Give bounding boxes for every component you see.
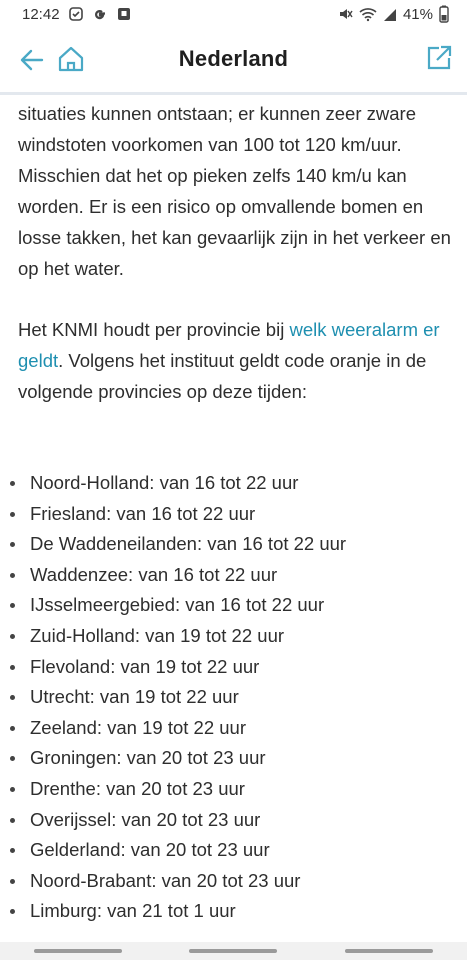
list-item	[30, 713, 346, 744]
bullet-icon	[10, 726, 15, 731]
bullet-icon	[10, 879, 15, 884]
paragraph-text: Het KNMI houdt per provincie bij	[18, 319, 290, 340]
article-paragraph	[18, 314, 458, 407]
list-item	[30, 743, 346, 774]
bullet-icon	[10, 634, 15, 639]
list-item	[30, 590, 346, 621]
list-item	[30, 560, 346, 591]
weeralarm-link[interactable]: welk weeralarm er geldt	[18, 319, 440, 371]
list-item-text: Noord-Brabant: van 20 tot 23 uur	[30, 869, 301, 891]
battery-percent: 41%	[402, 5, 433, 23]
bullet-icon	[10, 695, 15, 700]
app-bar-divider	[0, 92, 467, 95]
nav-home[interactable]	[189, 949, 277, 953]
list-item-text: Flevoland: van 19 tot 22 uur	[30, 655, 260, 677]
province-list	[30, 468, 346, 927]
list-item	[30, 835, 346, 866]
status-left	[22, 6, 132, 23]
list-item-text: IJsselmeergebied: van 16 tot 22 uur	[30, 594, 325, 616]
list-item	[30, 621, 346, 652]
list-item-text: Gelderland: van 20 tot 23 uur	[30, 839, 270, 861]
list-item-text: Friesland: van 16 tot 22 uur	[30, 502, 256, 524]
camera-icon	[116, 6, 132, 22]
battery-icon	[439, 5, 449, 23]
status-right	[337, 5, 449, 23]
app-bar	[0, 28, 467, 92]
list-item-text: Drenthe: van 20 tot 23 uur	[30, 777, 245, 799]
list-item	[30, 805, 346, 836]
list-item-text: Limburg: van 21 tot 1 uur	[30, 900, 236, 922]
article-body	[18, 98, 458, 407]
bullet-icon	[10, 909, 15, 914]
list-item-text: Groningen: van 20 tot 23 uur	[30, 747, 266, 769]
bullet-icon	[10, 787, 15, 792]
list-item	[30, 866, 346, 897]
bullet-icon	[10, 818, 15, 823]
list-item-text: Utrecht: van 19 tot 22 uur	[30, 686, 239, 708]
list-item	[30, 499, 346, 530]
wifi-icon	[359, 6, 377, 22]
bullet-icon	[10, 542, 15, 547]
list-item	[30, 682, 346, 713]
clock: 12:42	[22, 5, 60, 23]
bullet-icon	[10, 756, 15, 761]
status-bar	[0, 0, 467, 28]
list-item-text: Zuid-Holland: van 19 tot 22 uur	[30, 624, 285, 646]
list-item	[30, 896, 346, 927]
bullet-icon	[10, 512, 15, 517]
list-item-text: Noord-Holland: van 16 tot 22 uur	[30, 472, 299, 493]
list-item	[30, 652, 346, 683]
mute-icon	[337, 6, 353, 22]
paragraph-text: . Volgens het instituut geldt code oranje in de volgende provincies op deze tijden:	[18, 350, 427, 402]
list-item	[30, 468, 346, 499]
list-item	[30, 529, 346, 560]
page-title: Nederland	[178, 46, 289, 71]
list-item-text: Zeeland: van 19 tot 22 uur	[30, 716, 246, 738]
list-item-text: Overijssel: van 20 tot 23 uur	[30, 808, 261, 830]
bullet-icon	[10, 481, 15, 486]
google-icon	[92, 6, 108, 22]
nav-back[interactable]	[345, 949, 433, 953]
external-link-icon[interactable]	[425, 44, 453, 72]
nav-recent[interactable]	[34, 949, 122, 953]
list-item	[30, 774, 346, 805]
list-item-text: Waddenzee: van 16 tot 22 uur	[30, 563, 278, 585]
bullet-icon	[10, 665, 15, 670]
system-nav-bar	[0, 942, 467, 960]
bullet-icon	[10, 848, 15, 853]
bullet-icon	[10, 573, 15, 578]
shield-icon	[68, 6, 84, 22]
signal-icon	[383, 6, 397, 22]
list-item-text: De Waddeneilanden: van 16 tot 22 uur	[30, 533, 347, 555]
article-paragraph: situaties kunnen ontstaan; er kunnen zeer zware windstoten voorkomen van 100 tot 120 km/uur. Misschien dat het op pieken zelfs 140 km/u kan worden. Er is een risico op omvallende bomen en losse takken, het kan gevaarlijk zijn in het verkeer en op het water.	[18, 103, 451, 279]
bullet-icon	[10, 603, 15, 608]
